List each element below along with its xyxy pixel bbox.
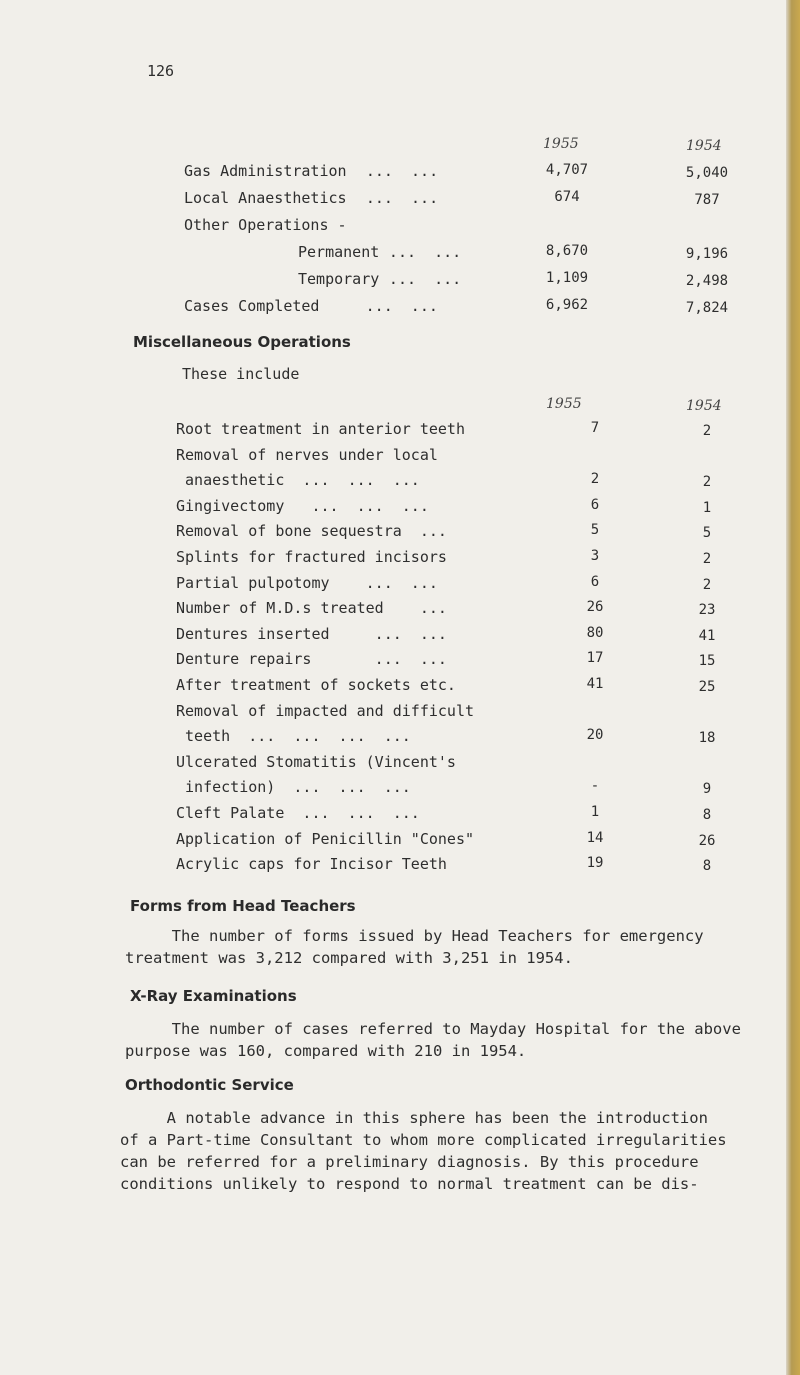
- row-label: After treatment of sockets etc.: [176, 676, 456, 694]
- xray-line-2: purpose was 160, compared with 210 in 1954.: [125, 1042, 527, 1060]
- row-label: Cleft Palate ... ... ...: [176, 804, 420, 822]
- value-1954: 41: [698, 627, 716, 644]
- value-1955: 41: [586, 676, 604, 692]
- row-label: Removal of nerves under local: [176, 445, 438, 464]
- row-label: anaesthetic ... ... ...: [176, 471, 420, 490]
- misc-row: [0, 471, 800, 495]
- misc-row: [0, 702, 800, 726]
- value-1954: 23: [698, 602, 716, 619]
- summary-row: [0, 216, 800, 240]
- value-1955: 2: [590, 471, 600, 488]
- value-1955: 1: [590, 804, 600, 820]
- row-label: Application of Penicillin "Cones": [176, 829, 475, 848]
- value-1954: 9: [702, 781, 712, 798]
- orthodontic-line-4: conditions unlikely to respond to normal treatment can be dis-: [120, 1175, 699, 1193]
- row-label: Temporary: [298, 270, 380, 288]
- value-1954: 1: [702, 499, 712, 516]
- value-1954: 2: [702, 423, 712, 439]
- value-1954: 5,040: [685, 165, 729, 181]
- misc-row: [0, 676, 800, 700]
- value-1955: 3: [590, 548, 600, 564]
- value-1954: 787: [694, 192, 720, 208]
- xray-line-1: The number of cases referred to Mayday Hospital for the above: [125, 1020, 741, 1038]
- value-1955: 674: [554, 189, 580, 205]
- value-1954: 5: [702, 525, 712, 542]
- row-label: Cases Completed: [184, 297, 320, 315]
- value-1955: 5: [590, 522, 600, 539]
- misc-row: [0, 830, 800, 854]
- orthodontic-line-1: A notable advance in this sphere has been the introduction: [120, 1109, 708, 1127]
- row-label: Denture repairs ... ...: [176, 650, 447, 669]
- misc-heading: Miscellaneous Operations: [133, 333, 351, 351]
- value-1955: 19: [586, 855, 604, 872]
- summary-year-1954: 1954: [686, 138, 722, 154]
- row-label: Removal of impacted and difficult: [176, 701, 475, 720]
- value-1954: 18: [698, 730, 716, 747]
- value-1954: 2: [702, 576, 712, 593]
- value-1955: 20: [586, 727, 604, 744]
- misc-row: [0, 420, 800, 444]
- value-1955: 80: [586, 624, 604, 641]
- value-1955: 1,109: [545, 270, 589, 286]
- misc-year-1955: 1955: [546, 396, 582, 412]
- value-1954: 2: [702, 474, 712, 491]
- row-leader-dots: ... ...: [347, 162, 439, 180]
- row-leader-dots: ... ...: [320, 297, 438, 315]
- summary-year-1955: 1955: [543, 136, 579, 152]
- row-label: Root treatment in anterior teeth: [176, 420, 465, 438]
- row-label: Gingivectomy ... ... ...: [176, 496, 429, 515]
- misc-row: [0, 446, 800, 470]
- summary-row: [0, 162, 800, 186]
- value-1954: 2,498: [685, 273, 729, 289]
- row-label: Other Operations -: [184, 216, 347, 234]
- row-label: Dentures inserted ... ...: [176, 624, 447, 643]
- misc-row: [0, 574, 800, 598]
- misc-row: [0, 753, 800, 777]
- misc-row: [0, 855, 800, 879]
- row-label: Number of M.D.s treated ...: [176, 599, 447, 618]
- value-1954: 8: [702, 858, 712, 875]
- row-leader-dots: ... ...: [379, 243, 462, 261]
- row-label: Permanent: [298, 243, 380, 261]
- row-label: Splints for fractured incisors: [176, 548, 447, 566]
- row-label: Ulcerated Stomatitis (Vincent's: [176, 752, 456, 771]
- summary-row: [0, 189, 800, 213]
- xray-heading: X-Ray Examinations: [130, 987, 297, 1005]
- forms-line-1: The number of forms issued by Head Teachers for emergency: [125, 927, 704, 945]
- forms-line-2: treatment was 3,212 compared with 3,251 in 1954.: [125, 949, 573, 967]
- misc-intro: These include: [182, 365, 300, 383]
- summary-row: [0, 243, 800, 267]
- row-label: Partial pulpotomy ... ...: [176, 573, 438, 592]
- value-1954: 25: [698, 679, 716, 695]
- row-label: Acrylic caps for Incisor Teeth: [176, 855, 447, 874]
- value-1954: 9,196: [685, 246, 729, 262]
- misc-row: [0, 599, 800, 623]
- value-1954: 8: [702, 807, 712, 823]
- misc-row: [0, 625, 800, 649]
- misc-row: [0, 522, 800, 546]
- misc-row: [0, 497, 800, 521]
- row-label: Gas Administration: [184, 162, 347, 180]
- misc-year-1954: 1954: [686, 398, 722, 414]
- orthodontic-line-2: of a Part-time Consultant to whom more complicated irregularities: [120, 1131, 727, 1149]
- value-1955: 17: [586, 650, 604, 667]
- value-1955: 6: [590, 573, 600, 590]
- value-1954: 26: [698, 832, 716, 849]
- summary-row: [0, 270, 800, 294]
- value-1954: 7,824: [685, 300, 729, 316]
- misc-row: [0, 804, 800, 828]
- misc-row: [0, 778, 800, 802]
- orthodontic-line-3: can be referred for a preliminary diagnosis. By this procedure: [120, 1153, 699, 1171]
- orthodontic-heading: Orthodontic Service: [125, 1076, 294, 1094]
- value-1955: 6: [590, 496, 600, 513]
- forms-heading: Forms from Head Teachers: [130, 897, 356, 915]
- row-label: Local Anaesthetics: [184, 189, 347, 207]
- value-1955: 14: [586, 829, 604, 846]
- row-leader-dots: ... ...: [379, 270, 462, 288]
- value-1955: 8,670: [545, 243, 589, 259]
- value-1954: 2: [702, 551, 712, 567]
- page-number: 126: [147, 62, 175, 80]
- row-leader-dots: ... ...: [347, 189, 439, 207]
- value-1955: 6,962: [545, 297, 589, 313]
- value-1955: 4,707: [545, 162, 589, 178]
- row-label: teeth ... ... ... ...: [176, 727, 411, 746]
- misc-row: [0, 650, 800, 674]
- value-1955: -: [590, 778, 600, 795]
- misc-row: [0, 727, 800, 751]
- value-1955: 7: [590, 420, 600, 436]
- row-label: Removal of bone sequestra ...: [176, 522, 447, 541]
- misc-row: [0, 548, 800, 572]
- value-1955: 26: [586, 599, 604, 616]
- value-1954: 15: [698, 653, 716, 670]
- row-label: infection) ... ... ...: [176, 778, 411, 797]
- summary-row: [0, 297, 800, 321]
